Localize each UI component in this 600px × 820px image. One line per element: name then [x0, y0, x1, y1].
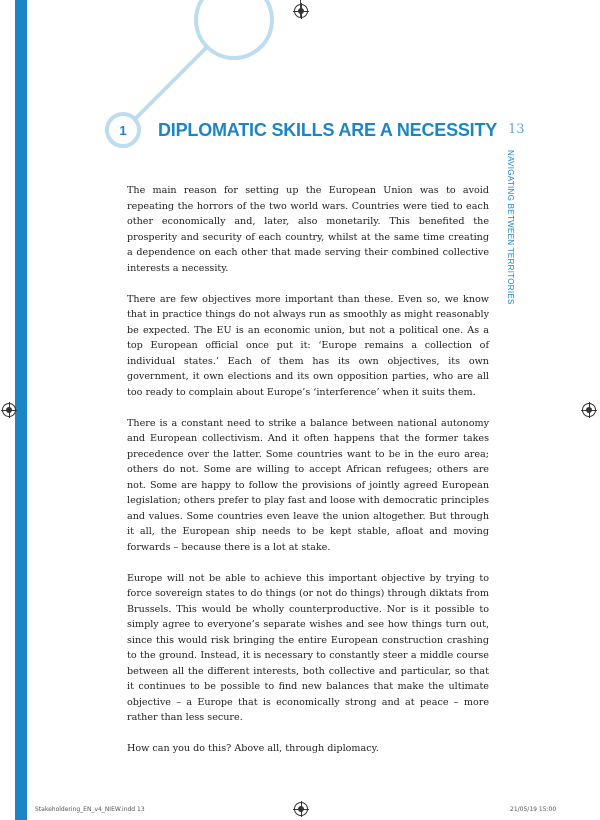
paragraph: The main reason for setting up the European Union was to avoid repeating the horrors of the two world wars. Countries were tied to each other economically and, later, also monetarily. This benefited the prosperity and security of each country, whilst at the same time creating a dependence on each other that made serving their combined collective interests a necessity.	[127, 185, 489, 274]
page-number: 13	[508, 122, 525, 137]
chapter-number: 1	[119, 122, 127, 138]
paragraph: Europe will not be able to achieve this important objective by trying to force sovereign states to do things (or not do things) through diktats from Brussels. This would be wholly counterproductive. Nor is it possible to simply agree to everyone’s separate wishes and see how things turn out, since this would risk bringing the entire European construction crashing to the ground. Instead, it is necessary to constantly steer a middle course between all the different interests, both collective and particular, so that it continues to be possible to find new balances that make the ultimate objective – a Europe that is economically strong and at peace – more rather than less secure.	[127, 572, 489, 723]
chapter-title: DIPLOMATIC SKILLS ARE A NECESSITY	[158, 120, 498, 140]
paragraph: There are few objectives more important than these. Even so, we know that in practice things do not always run as smoothly as might reasonably be expected. The EU is an economic union, but not a political one. As a top European official once put it: ‘Europe remains a collection of individual states.’ Each of them has its own objectives, its own government, it own elections and its own opposition parties, who are all too ready to complain about Europe’s ‘interference’ when it suits them.	[127, 293, 489, 398]
body-text	[127, 183, 489, 772]
paragraph: How can you do this? Above all, through diplomacy.	[127, 743, 379, 754]
footer-timestamp: 21/05/19 15:00	[510, 806, 557, 813]
paragraph: There is a constant need to strike a balance between national autonomy and European collectivism. And it often happens that the former takes precedence over the latter. Some countries want to be in the euro area; others do not. Some are willing to accept African refugees; others are not. Some are happy to follow the provisions of jointly agreed European legislation; others prefer to play fast and loose with democratic principles and values. Some countries even leave the union altogether. But through it all, the European ship needs to be kept stable, afloat and moving forwards – because there is a lot at stake.	[127, 417, 489, 553]
footer-file-name: Stakeholdering_EN_v4_NIEW.indd 13	[35, 806, 145, 813]
running-head: NAVIGATING BETWEEN TERRITORIES	[506, 150, 515, 305]
